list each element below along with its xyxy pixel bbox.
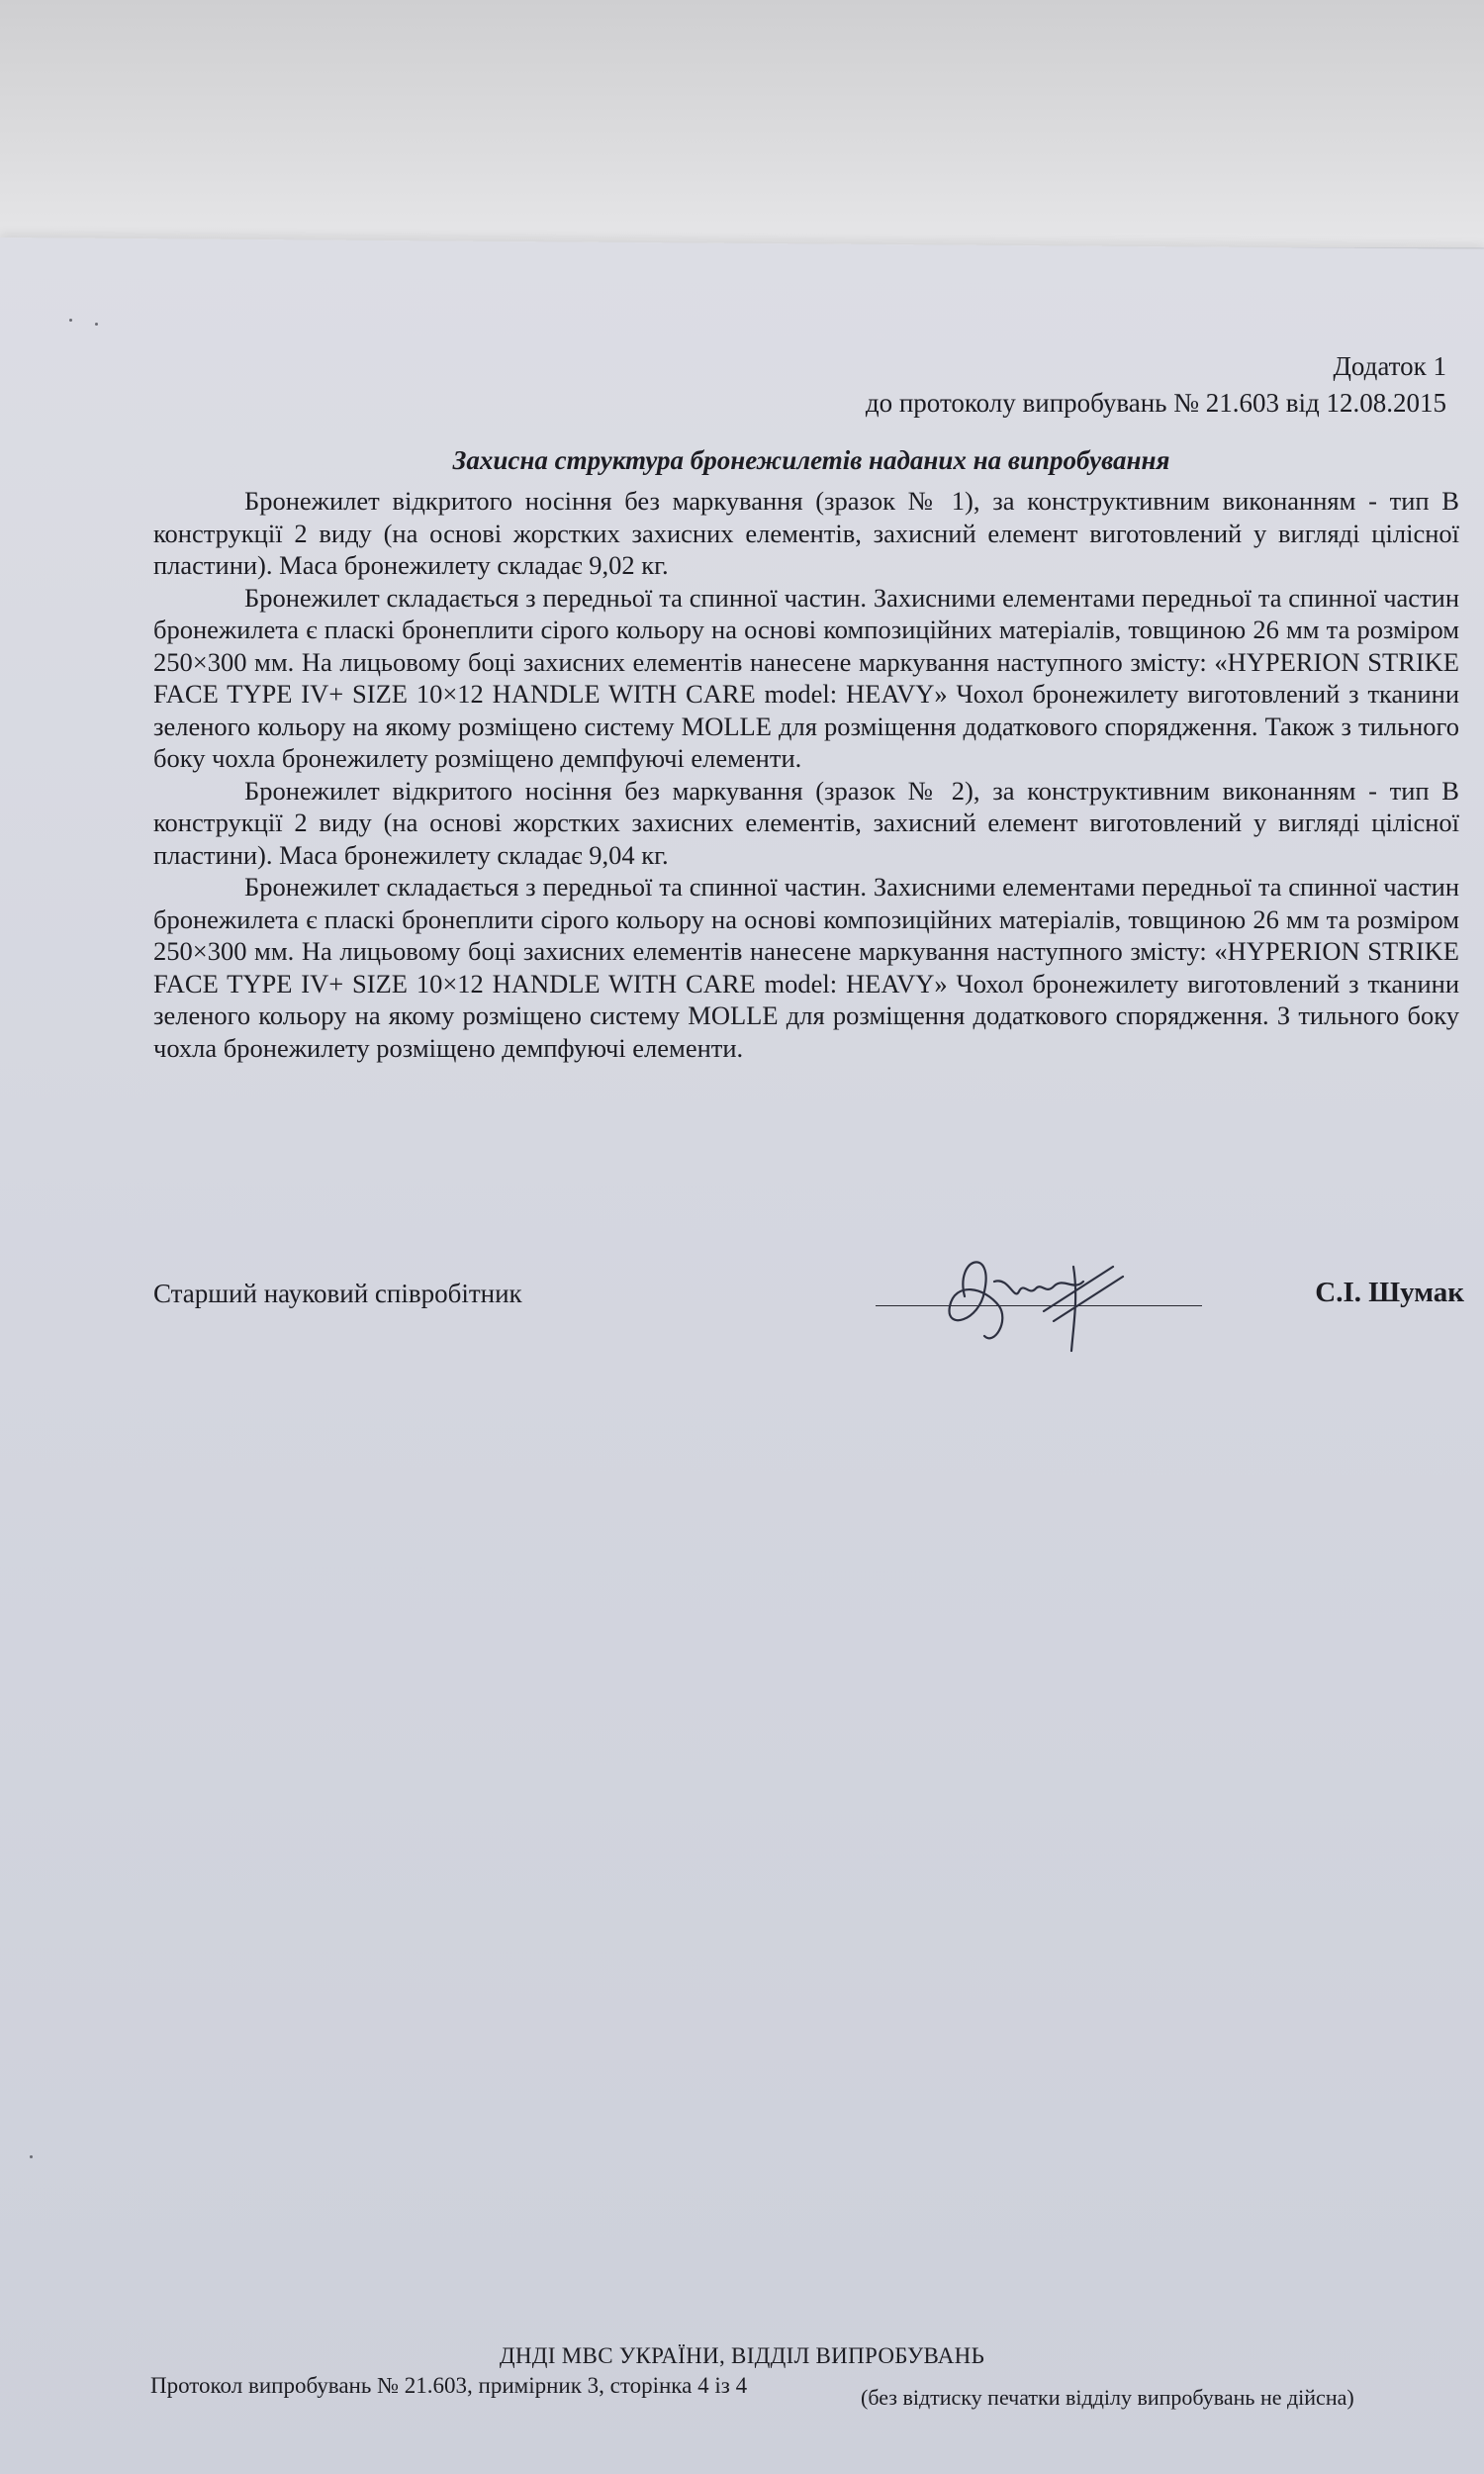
footer-protocol: Протокол випробувань № 21.603, примірник 3, сторінка 4 із 4 xyxy=(150,2373,748,2398)
document-body xyxy=(153,485,1459,1064)
annex-protocol-reference: до протоколу випробувань № 21.603 від 12.08.2015 xyxy=(865,388,1446,418)
annex-number: Додаток 1 xyxy=(1333,351,1446,381)
footer-organization: ДНДІ МВС УКРАЇНИ, ВІДДІЛ ВИПРОБУВАНЬ xyxy=(499,2343,985,2368)
paragraph-sample-1-details: Бронежилет складається з передньої та спинної частин. Захисними елементами передньої та спинної частин бронежилета є пласкі бронеплити сірого кольору на основі композиційних матеріалів, товщиною 26 мм та розміром 250×300 мм. На лицьовому боці захисних елементів нанесене маркування наступного змісту: «HYPERION STRIKE FACE TYPE IV+ SIZE 10×12 HANDLE WITH CARE model: HEAVY» Чохол бронежилету виготовлений з тканини зеленого кольору на якому розміщено систему MOLLE для розміщення додаткового спорядження. Також з тильного боку чохла бронежилету розміщено демпфуючі елементи. xyxy=(153,582,1459,773)
document-title: Захисна структура бронежилетів наданих на випробування xyxy=(452,445,1170,475)
paper-speck xyxy=(30,2155,33,2158)
footer-validity-note: (без відтиску печатки відділу випробувань не дійсна) xyxy=(861,2385,1354,2410)
signer-position: Старший науковий співробітник xyxy=(153,1279,522,1308)
paragraph-sample-2-details: Бронежилет складається з передньої та спинної частин. Захисними елементами передньої та спинної частин бронежилета є пласкі бронеплити сірого кольору на основі композиційних матеріалів, товщиною 26 мм та розміром 250×300 мм. На лицьовому боці захисних елементів нанесене маркування наступного змісту: «HYPERION STRIKE FACE TYPE IV+ SIZE 10×12 HANDLE WITH CARE model: HEAVY» Чохол бронежилету виготовлений з тканини зеленого кольору на якому розміщено систему MOLLE для розміщення додаткового спорядження. З тильного боку чохла бронежилету розміщено демпфуючі елементи. xyxy=(153,872,1459,1063)
annex-header xyxy=(866,348,1446,422)
signer-name: С.І. Шумак xyxy=(1315,1277,1464,1308)
paper-speck xyxy=(69,319,72,322)
handwritten-signature xyxy=(925,1237,1242,1366)
paragraph-sample-2: Бронежилет відкритого носіння без маркування (зразок № 2), за конструктивним виконанням - тип В конструкції 2 виду (на основі жорстких захисних елементів, захисний елемент виготовлений у вигляді цілісної пластини). Маса бронежилету складає 9,04 кг. xyxy=(153,775,1459,870)
paper-speck xyxy=(95,323,98,326)
paragraph-sample-1: Бронежилет відкритого носіння без маркування (зразок № 1), за конструктивним виконанням - тип В конструкції 2 виду (на основі жорстких захисних елементів, захисний елемент виготовлений у вигляді цілісної пластини). Маса бронежилету складає 9,02 кг. xyxy=(153,486,1459,580)
signature-block xyxy=(153,1267,1464,1385)
